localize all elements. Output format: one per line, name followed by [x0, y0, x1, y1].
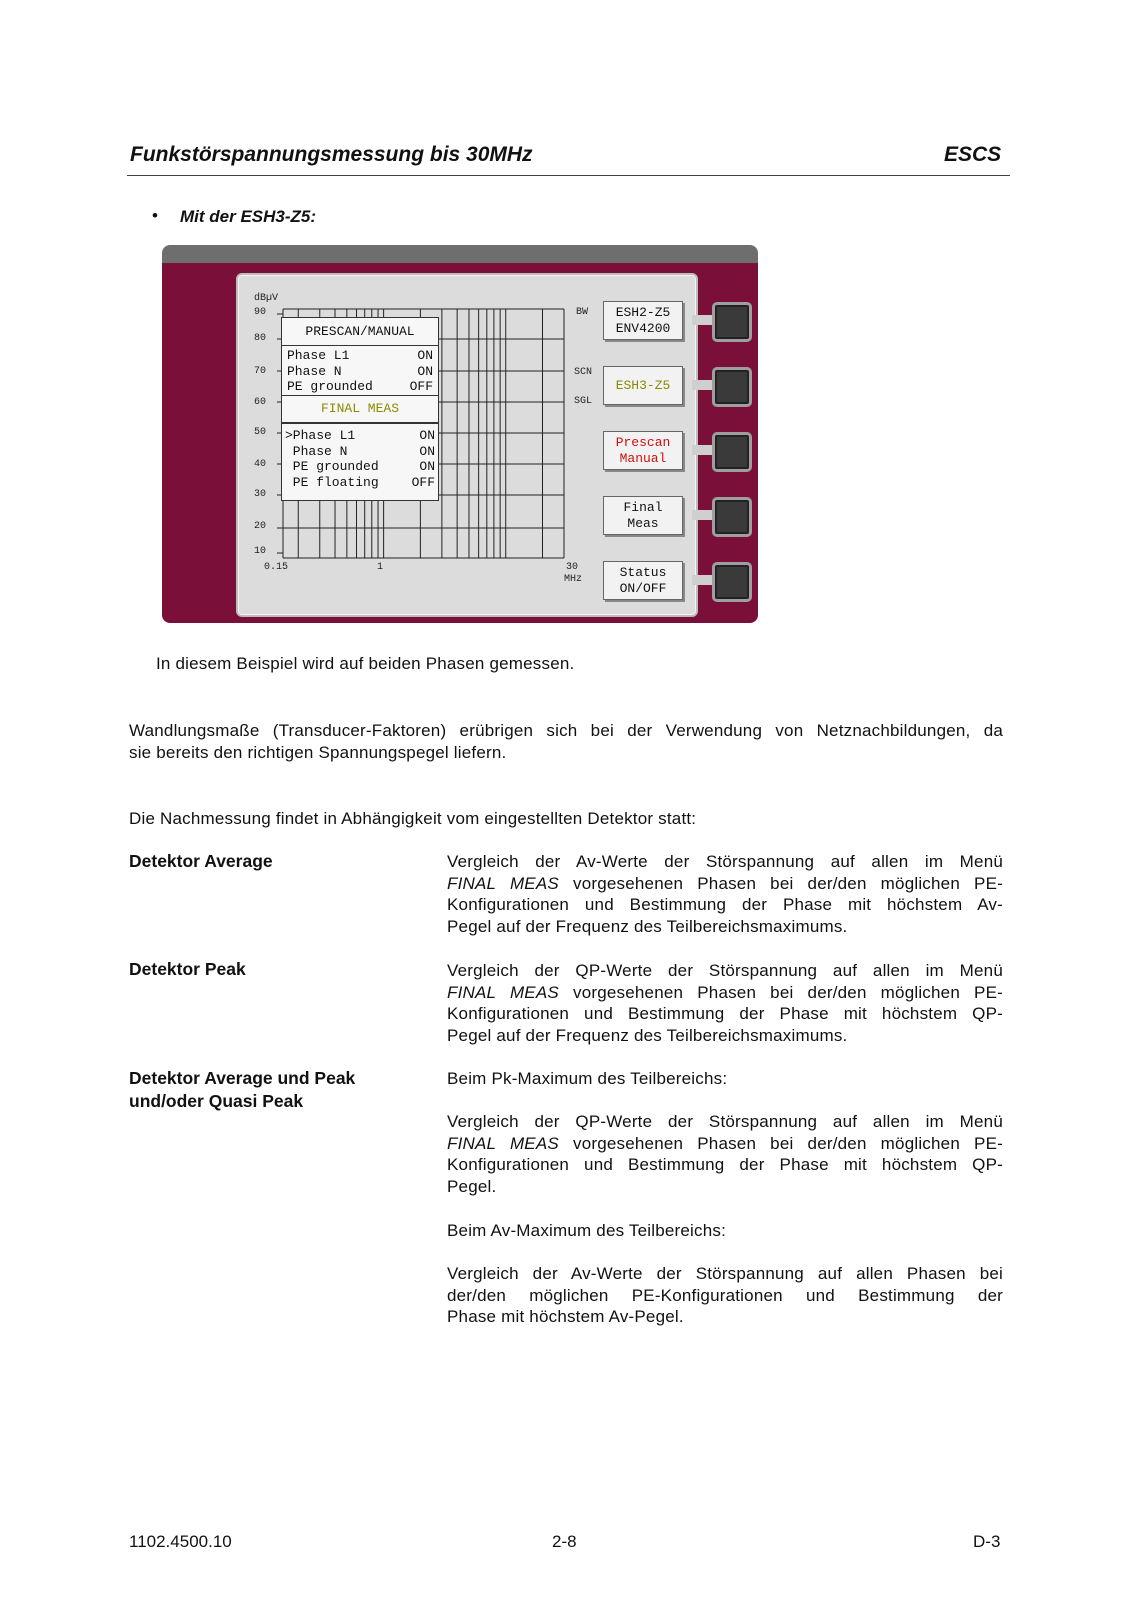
device-name: ESCS [944, 143, 1002, 166]
hardkey-3[interactable] [712, 432, 752, 472]
example-text: In diesem Beispiel wird auf beiden Phasen gemessen. [156, 654, 575, 673]
instrument-top-bar [162, 245, 758, 263]
y-tick: 70 [254, 366, 267, 377]
softkey-final-meas[interactable]: Final Meas [603, 496, 683, 535]
prescan-list [281, 345, 439, 397]
x-tick: 1 [377, 562, 384, 573]
hardkey-4[interactable] [712, 497, 752, 537]
detector-average-label: Detektor Average [129, 851, 273, 871]
final-row[interactable]: PE floating OFF [285, 474, 435, 490]
prescan-row[interactable]: Phase L1 ON [287, 348, 433, 363]
prescan-row[interactable]: PE grounded OFF [287, 379, 433, 394]
footer-doc-number: 1102.4500.10 [129, 1532, 232, 1551]
softkey-esh2-z5[interactable]: ESH2-Z5 ENV4200 [603, 301, 683, 340]
x-unit-label: MHz [564, 574, 583, 585]
final-row[interactable]: >Phase L1 ON [285, 428, 435, 443]
detector-peak-label: Detektor Peak [129, 959, 246, 979]
final-meas-title-box [281, 395, 439, 423]
y-tick: 50 [254, 427, 267, 438]
menu-title: PRESCAN/MANUAL [305, 324, 415, 339]
av-text: Vergleich der Av-Werte der Störspannung auf allen Phasen bei der/den möglichen PE-Konfigurationen und Bestimmung der Phase mit höchstem Av-Pegel. [447, 1264, 1003, 1326]
footer-page-number: 2-8 [552, 1532, 577, 1551]
hardkey-5[interactable] [712, 562, 752, 602]
transducer-paragraph: Wandlungsmaße (Transducer-Faktoren) erübrigen sich bei der Verwendung von Netznachbildungen, da sie bereits den richtigen Spannungspegel liefern. [129, 721, 1003, 762]
hardkey-1[interactable] [712, 302, 752, 342]
y-tick: 10 [254, 546, 267, 557]
prescan-row[interactable]: Phase N ON [287, 363, 433, 379]
bullet-heading: Mit der ESH3-Z5: [180, 207, 317, 226]
detector-peak-text: Vergleich der QP-Werte der Störspannung auf allen im Menü FINAL MEAS vorgesehenen Phasen bei der/den möglichen PE- Konfigurationen und Bestimmung der Phase mit höchstem QP- Pegel auf der Frequenz des Teilbereichsmaximums. [447, 961, 1003, 1045]
header-rule [127, 175, 1010, 176]
hardkey-2[interactable] [712, 367, 752, 407]
detector-average-text: Vergleich der Av-Werte der Störspannung auf allen im Menü FINAL MEAS vorgesehenen Phasen bei der/den möglichen PE- Konfigurationen und Bestimmung der Phase mit höchstem Av- Pegel auf der Frequenz des Teilbereichsmaximums. [447, 852, 1003, 936]
bullet-dot: • [152, 206, 158, 225]
y-unit-label: dBµV [254, 293, 279, 304]
softkey-esh3-z5[interactable]: ESH3-Z5 [603, 366, 683, 405]
pk-intro: Beim Pk-Maximum des Teilbereichs: [447, 1069, 728, 1088]
final-meas-list [281, 423, 439, 501]
remeasure-text: Die Nachmessung findet in Abhängigkeit vom eingestellten Detektor statt: [129, 809, 697, 828]
y-tick: 30 [254, 489, 267, 500]
softkey-status[interactable]: Status ON/OFF [603, 561, 683, 600]
y-tick: 80 [254, 333, 267, 344]
y-tick: 20 [254, 521, 267, 532]
final-row[interactable]: PE grounded ON [285, 459, 435, 474]
softkey-prescan-manual[interactable]: Prescan Manual [603, 431, 683, 470]
footer-section: D-3 [973, 1532, 1001, 1551]
menu-title-box [281, 317, 439, 347]
side-label-bw: BW [576, 307, 589, 318]
av-intro: Beim Av-Maximum des Teilbereichs: [447, 1221, 727, 1240]
y-tick: 40 [254, 459, 267, 470]
x-tick: 30 [566, 562, 579, 573]
y-tick: 90 [254, 307, 267, 318]
final-row[interactable]: Phase N ON [285, 443, 435, 459]
y-tick: 60 [254, 397, 267, 408]
final-meas-title: FINAL MEAS [320, 401, 399, 416]
x-tick: 0.15 [264, 562, 289, 573]
page-title: Funkstörspannungsmessung bis 30MHz [130, 143, 533, 166]
detector-avg-peak-label: Detektor Average und Peak und/oder Quasi Peak [129, 1068, 356, 1111]
side-label-scn: SCN [574, 367, 593, 378]
side-label-sgl: SGL [574, 396, 593, 407]
pk-text: Vergleich der QP-Werte der Störspannung auf allen im Menü FINAL MEAS vorgesehenen Phasen bei der/den möglichen PE- Konfigurationen und Bestimmung der Phase mit höchstem QP- Pegel. [447, 1112, 1003, 1196]
